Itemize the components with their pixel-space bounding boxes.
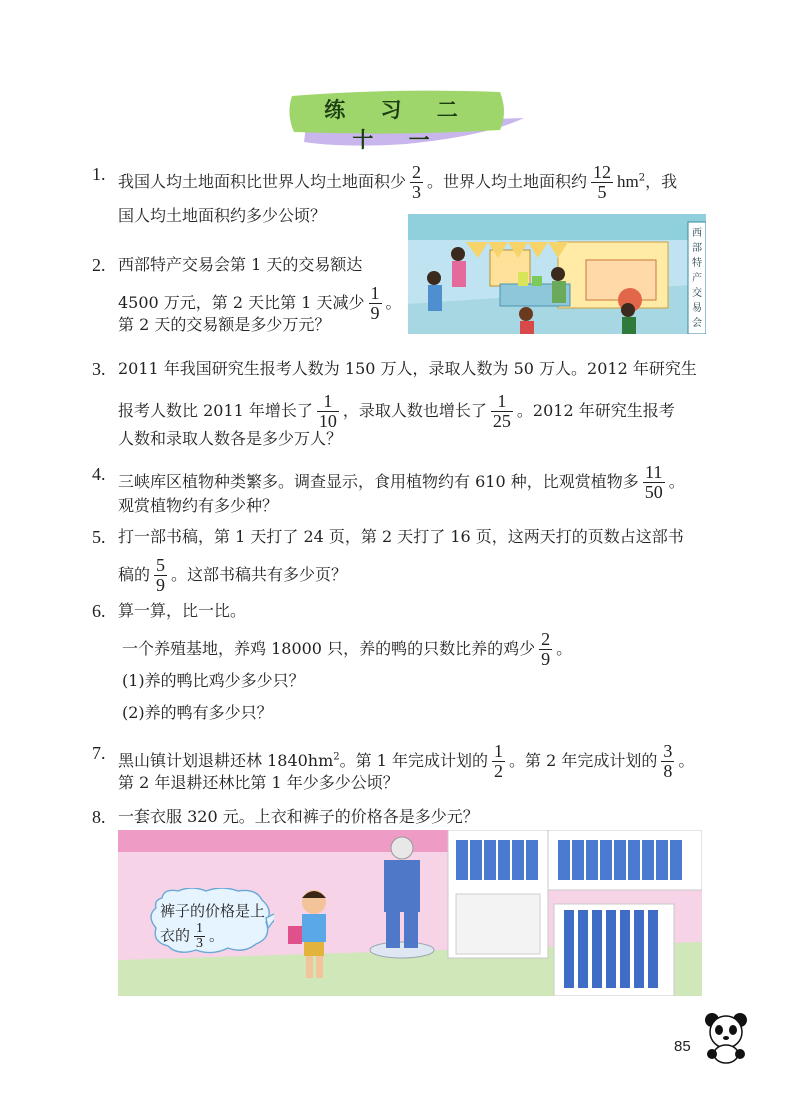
fraction: $\frac{11}{50}$ (644, 462, 663, 502)
question-number: 7. (92, 743, 106, 763)
fraction: $\frac{1}{2}$ (494, 741, 504, 781)
title-banner (286, 82, 530, 162)
sub-question-2: (2)养的鸭有多少只？ (122, 703, 273, 722)
exercise-title: 练 习 二 十 一 (324, 98, 472, 152)
fraction: $\frac{1}{3}$ (196, 921, 204, 951)
page-number: 85 (674, 1038, 691, 1055)
question-number: 2. (92, 255, 106, 275)
fraction: $\frac{1}{9}$ (370, 283, 380, 323)
question-number: 6. (92, 601, 106, 621)
question-number: 3. (92, 359, 106, 379)
fair-sign: 西部特产交易会 (692, 228, 702, 329)
fraction: $\frac{1}{10}$ (318, 391, 337, 431)
trade-fair-illustration (408, 214, 706, 334)
fraction: $\frac{3}{8}$ (663, 741, 673, 781)
question-number: 1. (92, 164, 106, 184)
sub-question-1: (1)养的鸭比鸡少多少只？ (122, 671, 305, 690)
speech-bubble-text: 裤子的价格是上 衣的 $\frac{1}{3}$ 。 (160, 902, 266, 951)
fraction: $\frac{5}{9}$ (156, 555, 166, 595)
panda-icon (700, 1008, 752, 1064)
fraction: $\frac{1}{25}$ (492, 391, 511, 431)
question-number: 5. (92, 527, 106, 547)
question-number: 8. (92, 807, 106, 827)
fraction: $\frac{2}{3}$ (412, 162, 422, 202)
fraction: $\frac{12}{5}$ (593, 162, 612, 202)
question-number: 4. (92, 464, 106, 484)
fraction: $\frac{2}{9}$ (541, 629, 551, 669)
